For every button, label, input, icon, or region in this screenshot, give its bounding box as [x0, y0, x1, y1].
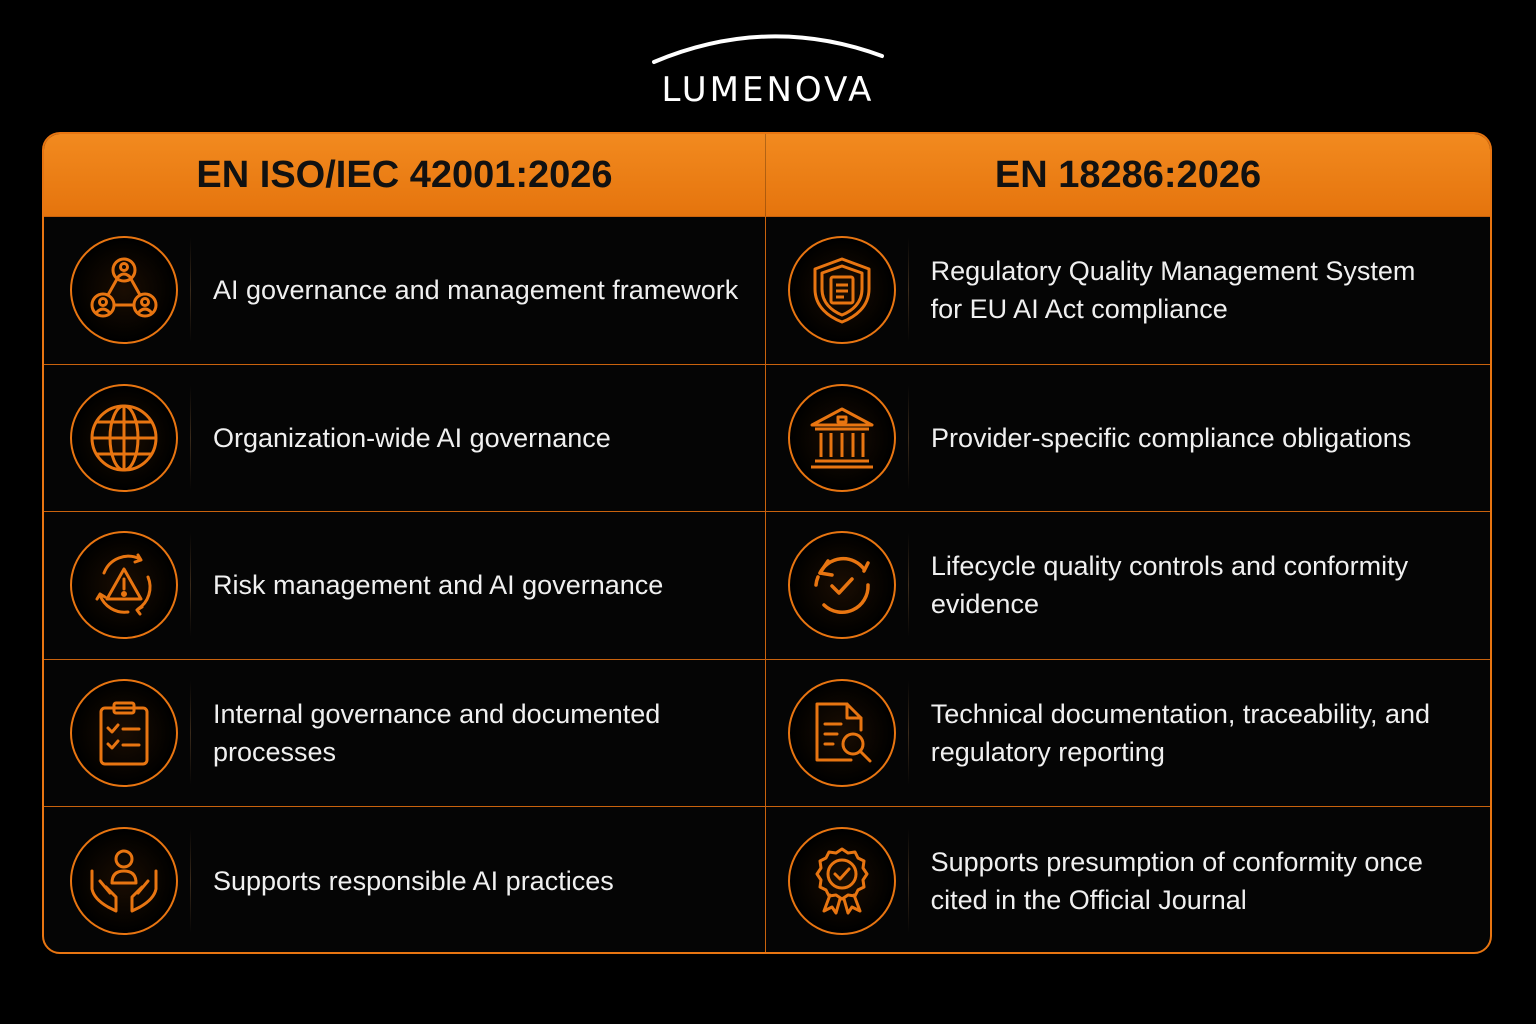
table-cell: [44, 660, 766, 807]
table-row: [44, 364, 1490, 512]
cell-divider: [908, 681, 909, 785]
cell-divider: [190, 829, 191, 933]
cell-divider: [908, 829, 909, 933]
clipboard-checklist-icon: [70, 679, 178, 787]
institution-icon: [788, 384, 896, 492]
cell-text: Technical documentation, traceability, and regulatory reporting: [930, 699, 1430, 768]
cell-text: Risk management and AI governance: [213, 570, 664, 601]
cycle-check-icon: [788, 531, 896, 639]
comparison-table: [42, 132, 1492, 954]
column-header-en-18286: EN 18286:2026: [994, 153, 1262, 196]
cell-text: Organization-wide AI governance: [213, 422, 611, 453]
hands-person-icon: [70, 827, 178, 935]
table-cell: [766, 512, 1490, 659]
table-cell: [766, 217, 1490, 364]
table-cell: [766, 807, 1490, 954]
table-cell: [44, 365, 766, 512]
cell-divider: [908, 238, 909, 342]
document-search-icon: [788, 679, 896, 787]
table-row: [44, 216, 1490, 364]
cell-text: Lifecycle quality controls and conformity evidence: [930, 551, 1409, 620]
table-cell: [44, 512, 766, 659]
table-cell: [766, 660, 1490, 807]
cell-text: Supports presumption of conformity once cited in the Official Journal: [930, 846, 1423, 915]
network-users-icon: [70, 236, 178, 344]
certificate-badge-icon: [788, 827, 896, 935]
table-header: [44, 134, 1490, 216]
table-row: [44, 806, 1490, 954]
table-row: [44, 511, 1490, 659]
cell-divider: [190, 681, 191, 785]
cell-text: Regulatory Quality Management System for EU AI Act compliance: [930, 256, 1416, 325]
table-cell: [766, 365, 1490, 512]
logo-arc-icon: [648, 28, 888, 68]
cell-divider: [908, 386, 909, 490]
cell-text: Internal governance and documented processes: [212, 699, 661, 768]
risk-warning-cycle-icon: [70, 531, 178, 639]
column-header-iso-42001: EN ISO/IEC 42001:2026: [44, 134, 766, 216]
brand-wordmark: LUMENOVA: [661, 70, 875, 110]
cell-text: Provider-specific compliance obligations: [931, 422, 1412, 453]
cell-divider: [190, 533, 191, 637]
table-row: [44, 659, 1490, 807]
table-cell: [44, 807, 766, 954]
cell-divider: [190, 386, 191, 490]
cell-text: AI governance and management framework: [213, 275, 739, 306]
cell-divider: [190, 238, 191, 342]
cell-divider: [908, 533, 909, 637]
shield-document-icon: [788, 236, 896, 344]
brand-logo: [0, 22, 1536, 112]
globe-icon: [70, 384, 178, 492]
table-cell: [44, 217, 766, 364]
cell-text: Supports responsible AI practices: [213, 865, 614, 896]
